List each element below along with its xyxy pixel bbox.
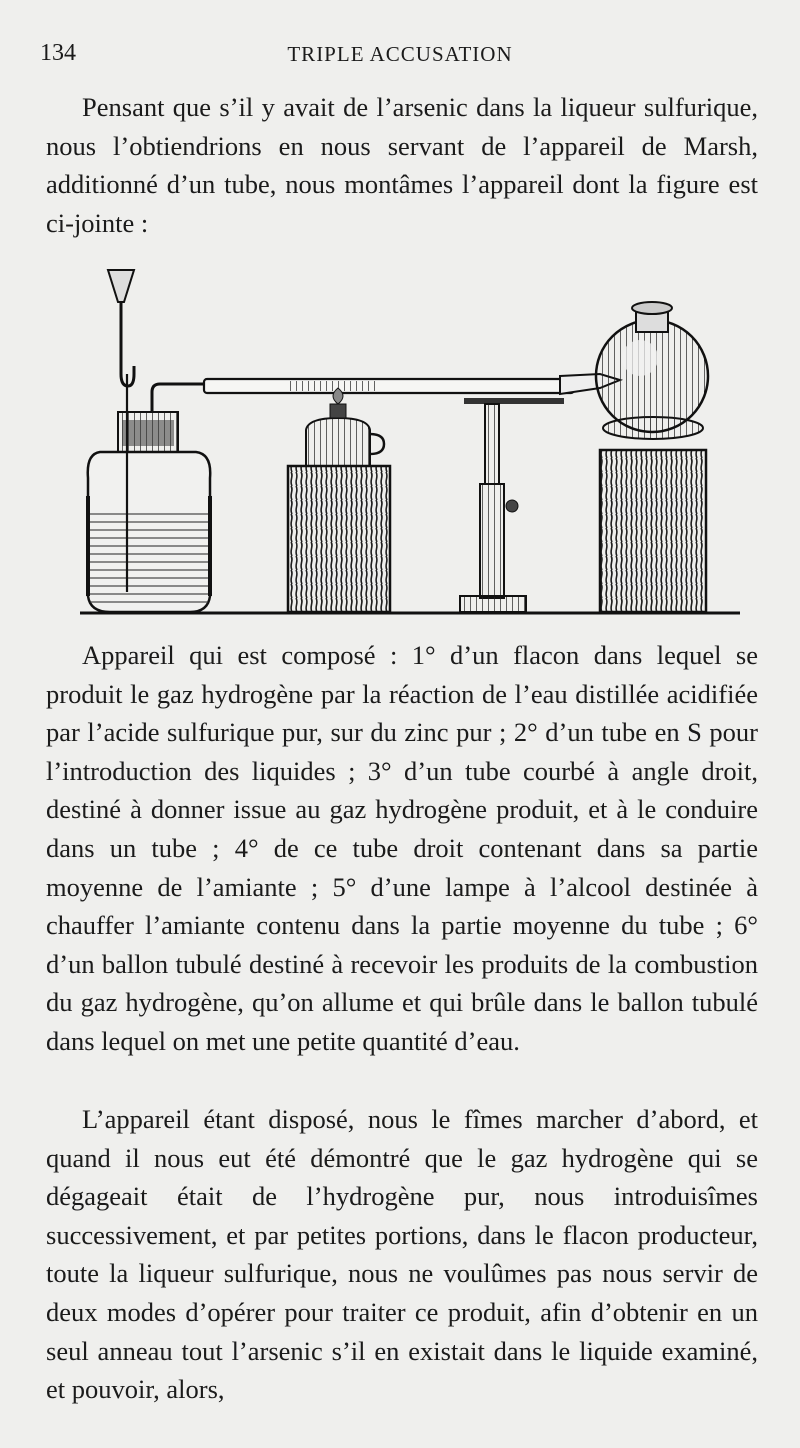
page-header	[40, 40, 760, 74]
marsh-apparatus-illustration	[80, 262, 740, 622]
paragraph-procedure: L’appareil étant disposé, nous le fîmes marcher d’abord, et quand il nous eut été démontré que le gaz hydrogène qui se dégageait était de l’hydrogène pur, nous introduisîmes successivement, et par petites portions, dans le flacon producteur, toute la liqueur sulfurique, nous ne voulûmes pas nous servir de deux modes d’opérer pour traiter ce produit, afin d’obtenir en un seul anneau tout l’arsenic s’il en existait dans le liquide examiné, et pouvoir, alors,	[46, 1104, 758, 1405]
horizontal-tube	[204, 374, 620, 394]
hydrogen-flask	[88, 412, 210, 612]
page-number: 134	[40, 40, 76, 66]
alcohol-lamp	[288, 388, 390, 612]
right-angle-tube	[152, 384, 210, 412]
tube-support-stand	[460, 398, 564, 612]
paragraph-intro: Pensant que s’il y avait de l’arsenic dans la liqueur sulfurique, nous l’obtiendrions en nous servant de l’appareil de Marsh, additionné d’un tube, nous montâmes l’appareil dont la figure est ci-jointe :	[46, 92, 758, 238]
running-title: TRIPLE ACCUSATION	[287, 42, 513, 66]
paragraph-apparatus-description: Appareil qui est composé : 1° d’un flacon dans lequel se produit le gaz hydrogène par la réaction de l’eau distillée acidifiée par l’acide sulfurique pur, sur du zinc pur ; 2° d’un tube en S pour l’introduction des liquides ; 3° d’un tube courbé à angle droit, destiné à donner issue au gaz hydrogène produit, et à le conduire dans un tube ; 4° de ce tube droit contenant dans sa partie moyenne de l’amiante ; 5° d’une lampe à l’alcool destinée à chauffer l’amiante contenu dans la partie moyenne du tube ; 6° d’un ballon tubulé destiné à recevoir les produits de la combustion du gaz hydrogène, qu’on allume et qui brûle dans le ballon tubulé dans lequel on met une petite quantité d’eau.	[46, 640, 758, 1056]
tubulated-balloon	[596, 302, 708, 612]
